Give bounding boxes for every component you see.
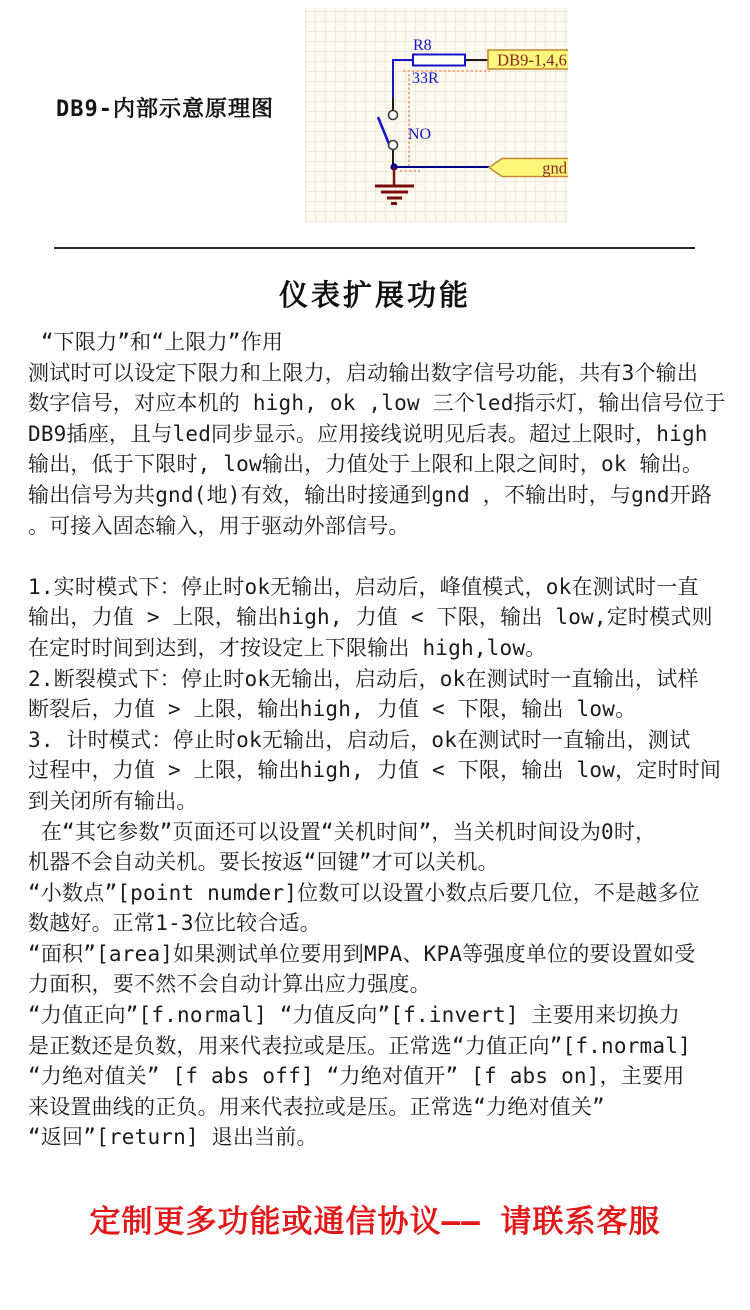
switch-lever [378, 117, 389, 144]
text-line: 机器不会自动关机。要长按返“回键”才可以关机。 [28, 850, 499, 875]
text-line: “力值正向”[f.normal] “力值反向”[f.invert] 主要用来切换力 [28, 1003, 680, 1028]
text-line: “力绝对值关” [f abs off] “力绝对值开” [f abs on]，主要用 [28, 1064, 685, 1089]
text-line: 来设置曲线的正负。用来代表拉或是压。正常选“力绝对值关” [28, 1094, 605, 1119]
net-label-db9-text: DB9-1,4,6 [497, 50, 567, 70]
text-line: 是正数还是负数，用来代表拉或是压。正常选“力值正向”[f.normal] [28, 1033, 691, 1058]
text-line: 输出，低于下限时, low输出，力值处于上限和上限之间时，ok 输出。 [28, 452, 704, 477]
text-line: 到关闭所有输出。 [28, 788, 198, 813]
switch-terminal-top [389, 111, 398, 120]
footer-notice: 定制更多功能或通信协议—— 请联系客服 [89, 1204, 661, 1240]
text-line: 输出，力值 > 上限，输出high, 力值 < 下限，输出 low,定时模式则 [28, 605, 713, 630]
switch-label: NO [408, 126, 432, 143]
wire-resistor-left [393, 60, 413, 98]
text-line: 断裂后，力值 > 上限，输出high, 力值 < 下限，输出 low。 [28, 697, 637, 722]
text-line: 2.断裂模式下：停止时ok无输出，启动后，ok在测试时一直输出，试样 [28, 666, 699, 691]
text-line: 输出信号为共gnd(地)有效，输出时接通到gnd ，不输出时，与gnd开路 [28, 482, 713, 507]
text-line: 力面积，要不然不会自动计算出应力强度。 [28, 972, 431, 997]
text-line: “小数点”[point numder]位数可以设置小数点后要几位，不是越多位 [28, 880, 700, 905]
text-line: 数字信号，对应本机的 high, ok ,low 三个led指示灯，输出信号位于 [28, 391, 726, 416]
resistor-body [413, 55, 465, 66]
text-line: 3. 计时模式：停止时ok无输出，启动后，ok在测试时一直输出，测试 [28, 727, 691, 752]
net-label-gnd-text: gnd [542, 158, 567, 178]
text-line: DB9插座，且与led同步显示。应用接线说明见后表。超过上限时，high [28, 421, 708, 446]
text-line: “下限力”和“上限力”作用 [28, 330, 284, 354]
ground-symbol [375, 167, 414, 204]
text-line: “返回”[return] 退出当前。 [28, 1125, 318, 1150]
text-line: “面积”[area]如果测试单位要用到MPA、KPA等强度单位的要设置如受 [28, 941, 696, 966]
text-line: 测试时可以设定下限力和上限力，启动输出数字信号功能，共有3个输出 [28, 360, 699, 385]
switch-terminal-bottom [389, 141, 398, 150]
section-title: 仪表扩展功能 [278, 278, 471, 312]
text-line: 。可接入固态输入，用于驱动外部信号。 [28, 513, 410, 538]
text-line [28, 541, 728, 572]
text-line: 过程中，力值 > 上限，输出high, 力值 < 下限，输出 low，定时时间 [28, 758, 722, 783]
resistor-value: 33R [412, 70, 439, 87]
text-line: 在定时时间到达到，才按设定上下限输出 high,low。 [28, 635, 547, 660]
db9-schematic-drawing [305, 8, 568, 222]
db9-schematic-panel [305, 8, 568, 222]
text-line: 数越好。正常1-3位比较合适。 [28, 911, 321, 936]
text-line: 1.实时模式下：停止时ok无输出，启动后，峰值模式，ok在测试时一直 [28, 574, 699, 599]
section-divider [54, 247, 695, 249]
text-line: 在“其它参数”页面还可以设置“关机时间”，当关机时间设为0时， [28, 819, 657, 844]
schematic-caption: DB9-内部示意原理图 [56, 97, 274, 122]
resistor-designator: R8 [413, 37, 432, 54]
body-text-block [28, 327, 728, 1153]
